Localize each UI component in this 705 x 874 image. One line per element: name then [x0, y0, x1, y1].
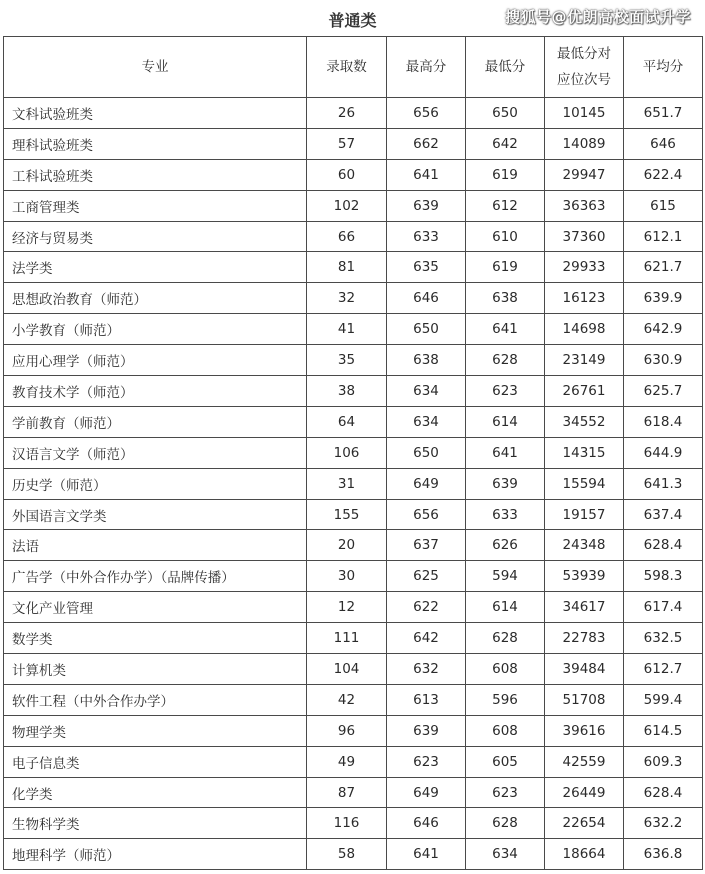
table-row	[4, 684, 703, 715]
cell-min-rank: 22783	[545, 623, 624, 654]
title-bar	[0, 0, 705, 36]
table-row	[4, 314, 703, 345]
cell-max-score: 638	[387, 345, 466, 376]
cell-max-score: 641	[387, 839, 466, 870]
cell-avg-score: 642.9	[624, 314, 703, 345]
cell-major: 地理科学（师范）	[4, 839, 307, 870]
cell-min-score: 641	[466, 437, 545, 468]
cell-avg-score: 617.4	[624, 592, 703, 623]
cell-major: 思想政治教育（师范）	[4, 283, 307, 314]
cell-avg-score: 618.4	[624, 406, 703, 437]
cell-avg-score: 612.7	[624, 654, 703, 685]
header-max-score: 最高分	[387, 37, 466, 98]
table-row	[4, 839, 703, 870]
header-major: 专业	[4, 37, 307, 98]
cell-min-score: 608	[466, 654, 545, 685]
cell-min-score: 619	[466, 159, 545, 190]
cell-admitted: 81	[307, 252, 387, 283]
table-row	[4, 468, 703, 499]
cell-avg-score: 622.4	[624, 159, 703, 190]
cell-min-rank: 39484	[545, 654, 624, 685]
table-row	[4, 345, 703, 376]
table-row	[4, 252, 703, 283]
table-row	[4, 499, 703, 530]
cell-min-rank: 10145	[545, 98, 624, 129]
cell-major: 物理学类	[4, 715, 307, 746]
cell-admitted: 116	[307, 808, 387, 839]
cell-min-rank: 51708	[545, 684, 624, 715]
cell-major: 数学类	[4, 623, 307, 654]
cell-avg-score: 599.4	[624, 684, 703, 715]
cell-max-score: 642	[387, 623, 466, 654]
cell-max-score: 637	[387, 530, 466, 561]
cell-admitted: 96	[307, 715, 387, 746]
cell-major: 小学教育（师范）	[4, 314, 307, 345]
cell-min-score: 605	[466, 746, 545, 777]
table-row	[4, 406, 703, 437]
cell-min-score: 634	[466, 839, 545, 870]
cell-admitted: 60	[307, 159, 387, 190]
cell-avg-score: 598.3	[624, 561, 703, 592]
cell-max-score: 641	[387, 159, 466, 190]
cell-admitted: 30	[307, 561, 387, 592]
cell-min-rank: 34617	[545, 592, 624, 623]
cell-avg-score: 614.5	[624, 715, 703, 746]
cell-admitted: 104	[307, 654, 387, 685]
cell-min-score: 610	[466, 221, 545, 252]
cell-max-score: 625	[387, 561, 466, 592]
table-row	[4, 128, 703, 159]
cell-avg-score: 612.1	[624, 221, 703, 252]
cell-major: 学前教育（师范）	[4, 406, 307, 437]
table-row	[4, 98, 703, 129]
header-admitted: 录取数	[307, 37, 387, 98]
admission-table	[3, 36, 703, 870]
cell-admitted: 35	[307, 345, 387, 376]
cell-max-score: 649	[387, 468, 466, 499]
cell-min-rank: 39616	[545, 715, 624, 746]
cell-min-score: 623	[466, 777, 545, 808]
cell-min-rank: 18664	[545, 839, 624, 870]
cell-min-rank: 26761	[545, 376, 624, 407]
table-row	[4, 190, 703, 221]
cell-min-rank: 16123	[545, 283, 624, 314]
cell-major: 生物科学类	[4, 808, 307, 839]
cell-max-score: 656	[387, 98, 466, 129]
cell-min-score: 623	[466, 376, 545, 407]
cell-min-score: 642	[466, 128, 545, 159]
cell-admitted: 155	[307, 499, 387, 530]
cell-min-rank: 37360	[545, 221, 624, 252]
cell-major: 广告学（中外合作办学）（品牌传播）	[4, 561, 307, 592]
cell-max-score: 633	[387, 221, 466, 252]
cell-major: 软件工程（中外合作办学）	[4, 684, 307, 715]
table-row	[4, 221, 703, 252]
cell-admitted: 41	[307, 314, 387, 345]
cell-avg-score: 630.9	[624, 345, 703, 376]
cell-major: 应用心理学（师范）	[4, 345, 307, 376]
cell-admitted: 58	[307, 839, 387, 870]
cell-major: 法学类	[4, 252, 307, 283]
cell-min-score: 639	[466, 468, 545, 499]
cell-max-score: 646	[387, 283, 466, 314]
cell-avg-score: 641.3	[624, 468, 703, 499]
cell-max-score: 646	[387, 808, 466, 839]
cell-min-score: 628	[466, 623, 545, 654]
cell-avg-score: 621.7	[624, 252, 703, 283]
table-row	[4, 715, 703, 746]
cell-admitted: 64	[307, 406, 387, 437]
table-row	[4, 623, 703, 654]
cell-min-score: 638	[466, 283, 545, 314]
cell-avg-score: 628.4	[624, 777, 703, 808]
table-row	[4, 530, 703, 561]
cell-min-rank: 42559	[545, 746, 624, 777]
header-avg-score: 平均分	[624, 37, 703, 98]
cell-min-rank: 14698	[545, 314, 624, 345]
cell-avg-score: 636.8	[624, 839, 703, 870]
cell-major: 汉语言文学（师范）	[4, 437, 307, 468]
table-row	[4, 437, 703, 468]
cell-avg-score: 628.4	[624, 530, 703, 561]
cell-max-score: 639	[387, 190, 466, 221]
cell-min-score: 596	[466, 684, 545, 715]
cell-max-score: 656	[387, 499, 466, 530]
cell-min-score: 608	[466, 715, 545, 746]
cell-avg-score: 637.4	[624, 499, 703, 530]
cell-min-rank: 23149	[545, 345, 624, 376]
cell-min-score: 594	[466, 561, 545, 592]
cell-admitted: 20	[307, 530, 387, 561]
cell-min-rank: 29947	[545, 159, 624, 190]
cell-avg-score: 644.9	[624, 437, 703, 468]
page-title: 普通类	[328, 11, 377, 30]
cell-major: 法语	[4, 530, 307, 561]
cell-admitted: 12	[307, 592, 387, 623]
cell-major: 计算机类	[4, 654, 307, 685]
header-min-rank	[545, 37, 624, 98]
cell-admitted: 57	[307, 128, 387, 159]
cell-avg-score: 609.3	[624, 746, 703, 777]
cell-min-rank: 36363	[545, 190, 624, 221]
cell-avg-score: 615	[624, 190, 703, 221]
cell-min-rank: 14315	[545, 437, 624, 468]
cell-max-score: 634	[387, 406, 466, 437]
table-row	[4, 283, 703, 314]
header-min-score: 最低分	[466, 37, 545, 98]
cell-major: 理科试验班类	[4, 128, 307, 159]
cell-max-score: 650	[387, 314, 466, 345]
cell-min-score: 633	[466, 499, 545, 530]
cell-admitted: 49	[307, 746, 387, 777]
cell-max-score: 649	[387, 777, 466, 808]
cell-admitted: 31	[307, 468, 387, 499]
table-row	[4, 561, 703, 592]
cell-admitted: 26	[307, 98, 387, 129]
cell-admitted: 38	[307, 376, 387, 407]
cell-admitted: 102	[307, 190, 387, 221]
cell-min-score: 628	[466, 345, 545, 376]
header-min-rank-line1: 最低分对	[557, 46, 611, 62]
cell-max-score: 623	[387, 746, 466, 777]
cell-min-rank: 53939	[545, 561, 624, 592]
cell-min-rank: 22654	[545, 808, 624, 839]
cell-max-score: 635	[387, 252, 466, 283]
cell-major: 历史学（师范）	[4, 468, 307, 499]
cell-min-score: 612	[466, 190, 545, 221]
cell-max-score: 662	[387, 128, 466, 159]
cell-major: 文化产业管理	[4, 592, 307, 623]
cell-min-rank: 26449	[545, 777, 624, 808]
cell-min-score: 614	[466, 406, 545, 437]
cell-min-score: 641	[466, 314, 545, 345]
cell-min-score: 614	[466, 592, 545, 623]
table-body	[4, 98, 703, 870]
cell-admitted: 66	[307, 221, 387, 252]
cell-major: 工科试验班类	[4, 159, 307, 190]
table-row	[4, 808, 703, 839]
cell-max-score: 650	[387, 437, 466, 468]
cell-min-rank: 34552	[545, 406, 624, 437]
cell-max-score: 634	[387, 376, 466, 407]
cell-min-score: 650	[466, 98, 545, 129]
cell-admitted: 42	[307, 684, 387, 715]
cell-min-rank: 15594	[545, 468, 624, 499]
cell-min-rank: 14089	[545, 128, 624, 159]
header-min-rank-line2: 应位次号	[557, 72, 611, 88]
cell-admitted: 32	[307, 283, 387, 314]
table-row	[4, 592, 703, 623]
table-row	[4, 376, 703, 407]
cell-avg-score: 651.7	[624, 98, 703, 129]
cell-major: 外国语言文学类	[4, 499, 307, 530]
table-header-row	[4, 37, 703, 98]
cell-avg-score: 639.9	[624, 283, 703, 314]
cell-avg-score: 646	[624, 128, 703, 159]
cell-max-score: 622	[387, 592, 466, 623]
cell-max-score: 639	[387, 715, 466, 746]
cell-min-rank: 19157	[545, 499, 624, 530]
cell-admitted: 106	[307, 437, 387, 468]
table-row	[4, 159, 703, 190]
cell-avg-score: 625.7	[624, 376, 703, 407]
cell-major: 经济与贸易类	[4, 221, 307, 252]
cell-min-rank: 24348	[545, 530, 624, 561]
cell-major: 教育技术学（师范）	[4, 376, 307, 407]
cell-major: 化学类	[4, 777, 307, 808]
watermark: 搜狐号@优朗高校面试升学	[504, 8, 691, 26]
cell-admitted: 87	[307, 777, 387, 808]
cell-min-score: 626	[466, 530, 545, 561]
cell-major: 文科试验班类	[4, 98, 307, 129]
cell-avg-score: 632.2	[624, 808, 703, 839]
table-row	[4, 777, 703, 808]
cell-major: 电子信息类	[4, 746, 307, 777]
cell-max-score: 613	[387, 684, 466, 715]
cell-min-rank: 29933	[545, 252, 624, 283]
cell-avg-score: 632.5	[624, 623, 703, 654]
cell-min-score: 628	[466, 808, 545, 839]
table-row	[4, 654, 703, 685]
cell-min-score: 619	[466, 252, 545, 283]
cell-major: 工商管理类	[4, 190, 307, 221]
table-row	[4, 746, 703, 777]
cell-max-score: 632	[387, 654, 466, 685]
cell-admitted: 111	[307, 623, 387, 654]
